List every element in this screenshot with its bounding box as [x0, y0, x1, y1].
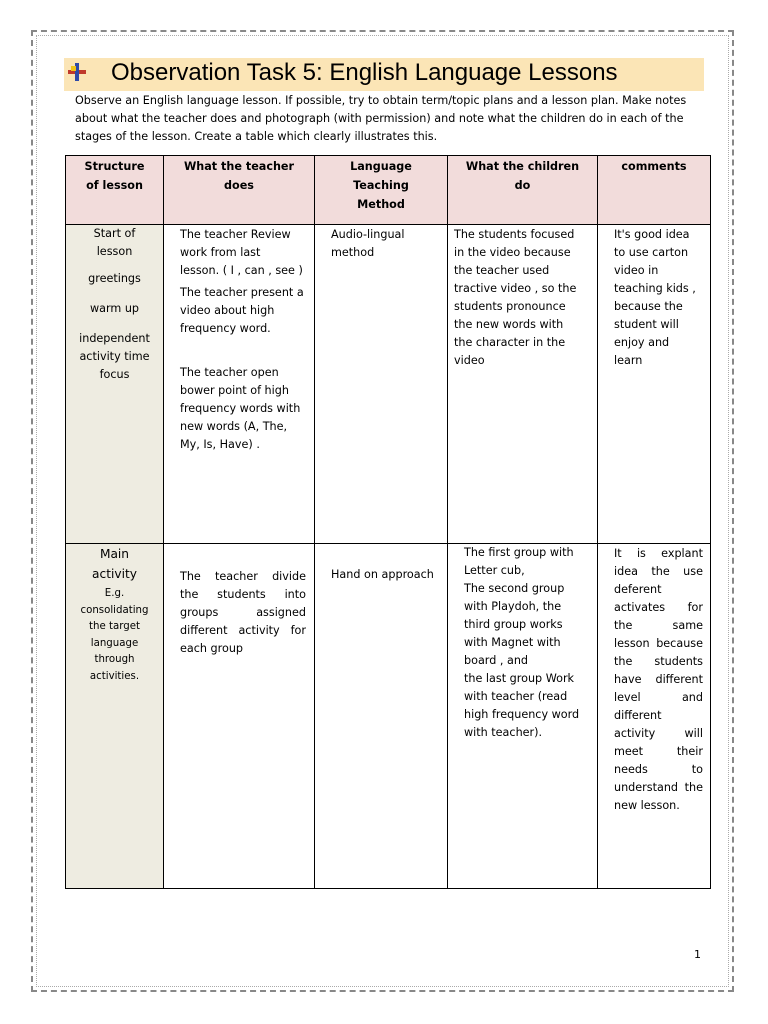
header-comments: comments [598, 156, 711, 225]
table-header-row [66, 156, 711, 225]
row2-method: Hand on approach [315, 544, 448, 889]
warmup-label: warm up [89, 302, 140, 315]
page-title: Observation Task 5: English Language Lessons [111, 59, 618, 86]
row1-teacher: The teacher Review work from last lesson. ( I , can , see ) The teacher present a video about high frequency word. The teacher open bower point of high frequency words with new words (A, The, My, Is, Have) . [164, 225, 315, 544]
title-bullet-icon [66, 61, 88, 83]
header-structure: Structure of lesson [66, 156, 164, 225]
header-children: What the children do [448, 156, 598, 225]
row1-children: The students focused in the video because the teacher used tractive video , so the students pronounce the new words with the character in the video [448, 225, 598, 544]
observation-table [65, 155, 711, 889]
header-method: Language Teaching Method [315, 156, 448, 225]
intro-paragraph: Observe an English language lesson. If possible, try to obtain term/topic plans and a lesson plan. Make notes about what the teacher does and photograph (with permission) and note what the children do in each of the stages of the lesson. Create a table which clearly illustrates this. [75, 94, 687, 143]
row2-comments: It is explant idea the use deferent activates for the same lesson because the students have different level and different activity will meet their needs to understand the new lesson. [598, 544, 711, 889]
page-number: 1 [694, 948, 701, 961]
row1-method: Audio-lingual method [315, 225, 448, 544]
row2-teacher: The teacher divide the students into groups assigned different activity for each group [164, 544, 315, 889]
row1-comments: It's good idea to use carton video in teaching kids , because the student will enjoy and learn [598, 225, 711, 544]
row1-structure: Start of lesson greetings warm up independent activity time focus [66, 225, 164, 544]
table-row [66, 225, 711, 544]
table-row [66, 544, 711, 889]
header-teacher: What the teacher does [164, 156, 315, 225]
row2-children: The first group with Letter cub, The second group with Playdoh, the third group works with Magnet with board , and the last group Work with teacher (read high frequency word with teacher). [448, 544, 598, 889]
row2-structure: Main activity E.g. consolidating the target language through activities. [66, 544, 164, 889]
greetings-label: greetings [88, 272, 141, 285]
